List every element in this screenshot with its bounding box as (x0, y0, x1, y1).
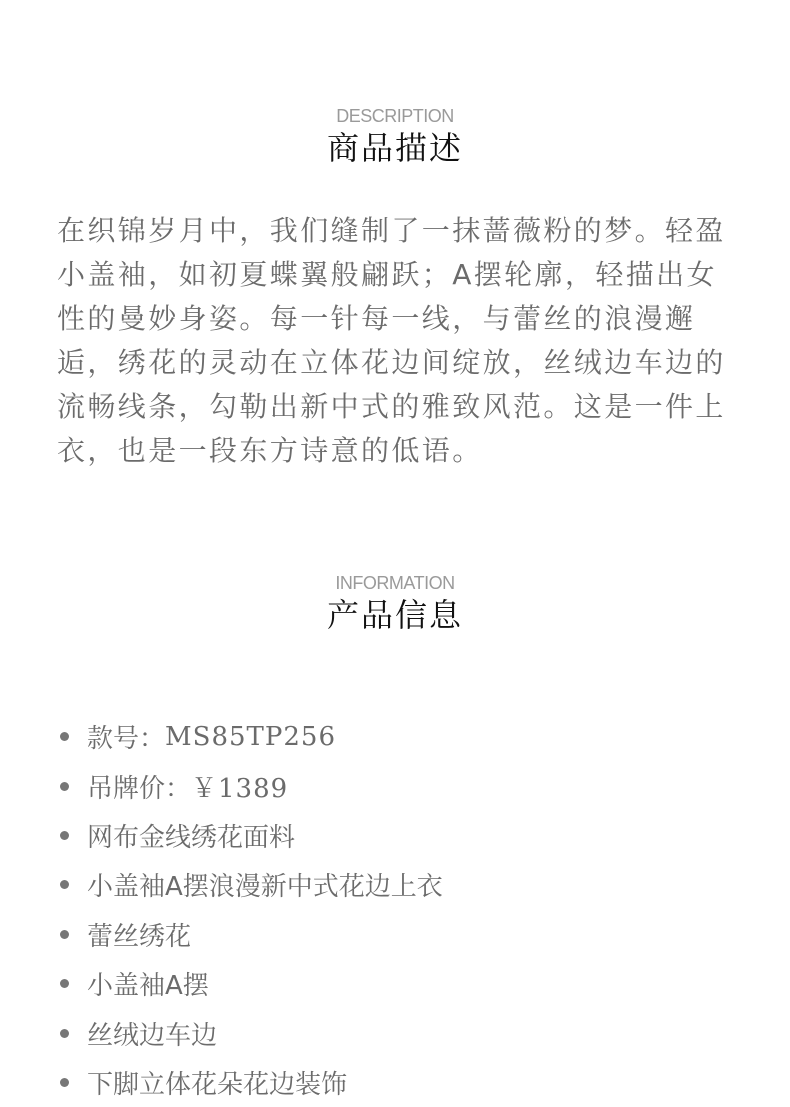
info-item-style-number (60, 712, 740, 761)
info-item-label: 小盖袖A摆 (87, 971, 209, 1002)
bullet-icon (60, 1078, 69, 1087)
bullet-icon (60, 1029, 69, 1038)
info-item-style (60, 860, 740, 909)
info-item-label: 款号： (87, 724, 166, 755)
bullet-icon (60, 979, 69, 988)
info-item-label: 下脚立体花朵花边装饰 (87, 1069, 348, 1100)
info-item-label: 网布金线绣花面料 (87, 822, 296, 853)
information-label-en: INFORMATION (335, 573, 455, 593)
information-title: 产品信息 (326, 596, 463, 634)
info-item-label: 蕾丝绣花 (87, 921, 192, 952)
description-title: 商品描述 (326, 129, 463, 167)
bullet-icon (60, 782, 69, 791)
bullet-icon (60, 880, 69, 889)
info-item-value: ￥1389 (191, 773, 289, 804)
info-item-sleeve (60, 959, 740, 1008)
info-item-trim (60, 1008, 740, 1057)
info-item-lace (60, 910, 740, 959)
info-item-tag-price (60, 761, 740, 810)
bullet-icon (60, 732, 69, 741)
info-item-value: MS85TP256 (165, 721, 336, 752)
bullet-icon (60, 831, 69, 840)
info-item-label: 吊牌价： (87, 773, 192, 804)
info-item-hem (60, 1058, 740, 1107)
bullet-icon (60, 930, 69, 939)
product-info-list (60, 712, 740, 1107)
description-text: 在织锦岁月中，我们缝制了一抹蔷薇粉的梦。轻盈小盖袖，如初夏蝶翼般翩跃；A摆轮廓，轻描出女性的曼妙身姿。每一针每一线，与蕾丝的浪漫邂逅，绣花的灵动在立体花边间绽放，丝绒边车边的流畅线条，勾勒出新中式的雅致风范。这是一件上衣，也是一段东方诗意的低语。 (57, 214, 726, 467)
description-label-en: DESCRIPTION (336, 106, 454, 126)
info-item-label: 丝绒边车边 (87, 1020, 218, 1051)
info-item-fabric (60, 811, 740, 860)
info-item-label: 小盖袖A摆浪漫新中式花边上衣 (87, 872, 443, 903)
